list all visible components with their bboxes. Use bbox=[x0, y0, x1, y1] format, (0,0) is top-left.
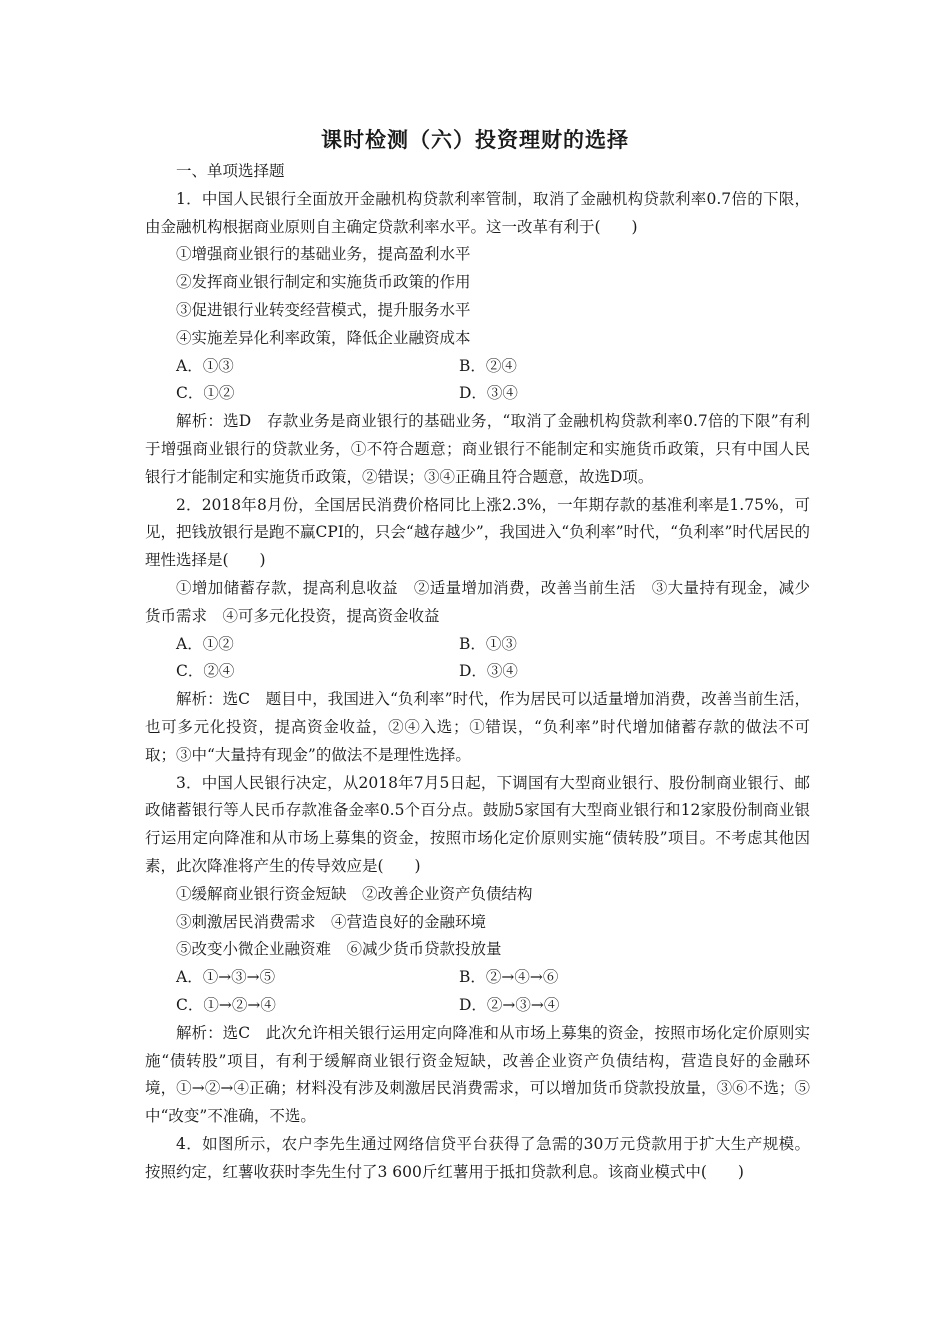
question-1-stem: 1．中国人民银行全面放开金融机构贷款利率管制，取消了金融机构贷款利率0.7倍的下限，由金融机构根据商业原则自主确定贷款利率水平。这一改革有利于( ) bbox=[145, 189, 810, 236]
question-3-option-c: C．①→②→④ bbox=[176, 995, 276, 1014]
question-3-item: ①缓解商业银行资金短缺 ②改善企业资产负债结构 bbox=[176, 884, 533, 903]
question-3-answers-row bbox=[176, 964, 810, 992]
question-3-stem: 3．中国人民银行决定，从2018年7月5日起，下调国有大型商业银行、股份制商业银行、邮政储蓄银行等人民币存款准备金率0.5个百分点。鼓励5家国有大型商业银行和12家股份制商业银行运用定向降准和从市场上募集的资金，按照市场化定价原则实施“债转股”项目。不考虑其他因素，此次降准将产生的传导效应是( ) bbox=[145, 773, 810, 875]
question-2-option-a: A．①② bbox=[176, 634, 234, 653]
question-1-option-a: A．①③ bbox=[176, 356, 234, 375]
document-body bbox=[145, 158, 810, 1186]
question-1-item: ①增强商业银行的基础业务，提高盈利水平 bbox=[176, 245, 471, 264]
question-1-answers-row bbox=[176, 353, 810, 381]
question-1-item: ②发挥商业银行制定和实施货币政策的作用 bbox=[176, 273, 471, 292]
question-1-option-d: D．③④ bbox=[459, 384, 518, 403]
question-2-items: ①增加储蓄存款，提高利息收益 ②适量增加消费，改善当前生活 ③大量持有现金，减少货币需求 ④可多元化投资，提高资金收益 bbox=[145, 578, 810, 625]
question-2-stem: 2．2018年8月份，全国居民消费价格同比上涨2.3%，一年期存款的基准利率是1.75%，可见，把钱放银行是跑不赢CPI的，只会“越存越少”，我国进入“负利率”时代，“负利率”时代居民的理性选择是( ) bbox=[145, 495, 810, 570]
question-1-item: ③促进银行业转变经营模式，提升服务水平 bbox=[176, 300, 471, 319]
question-2-analysis: 解析：选C 题目中，我国进入“负利率”时代，作为居民可以适量增加消费，改善当前生活，也可多元化投资，提高资金收益，②④入选；①错误，“负利率”时代增加储蓄存款的做法不可取；③中“大量持有现金”的做法不是理性选择。 bbox=[145, 690, 810, 764]
question-3-analysis: 解析：选C 此次允许相关银行运用定向降准和从市场上募集的资金，按照市场化定价原则实施“债转股”项目，有利于缓解商业银行资金短缺，改善企业资产负债结构，营造良好的金融环境，①→②→④正确；材料没有涉及刺激居民消费需求，可以增加货币贷款投放量，③⑥不选；⑤中“改变”不准确，不选。 bbox=[145, 1023, 810, 1126]
question-3-option-a: A．①→③→⑤ bbox=[176, 968, 276, 987]
page-title: 课时检测（六）投资理财的选择 bbox=[321, 127, 629, 152]
question-1-option-c: C．①② bbox=[176, 384, 235, 403]
question-3-option-d: D．②→③→④ bbox=[459, 995, 560, 1014]
question-2-option-d: D．③④ bbox=[459, 662, 518, 681]
question-2-answers-row bbox=[176, 658, 810, 686]
question-1-analysis: 解析：选D 存款业务是商业银行的基础业务，“取消了金融机构贷款利率0.7倍的下限”有利于增强商业银行的贷款业务，①不符合题意；商业银行不能制定和实施货币政策，只有中国人民银行才能制定和实施货币政策，②错误；③④正确且符合题意，故选D项。 bbox=[145, 412, 810, 486]
question-4-stem: 4．如图所示，农户李先生通过网络信贷平台获得了急需的30万元贷款用于扩大生产规模。按照约定，红薯收获时李先生付了3 600斤红薯用于抵扣贷款利息。该商业模式中( ) bbox=[145, 1134, 810, 1181]
question-2-option-b: B．①③ bbox=[459, 634, 517, 653]
question-2-option-c: C．②④ bbox=[176, 662, 235, 681]
question-1-answers-row bbox=[176, 380, 810, 408]
question-3-item: ⑤改变小微企业融资难 ⑥减少货币贷款投放量 bbox=[176, 940, 502, 959]
question-1-option-b: B．②④ bbox=[459, 356, 517, 375]
section-heading: 一、单项选择题 bbox=[176, 162, 285, 180]
question-3-item: ③刺激居民消费需求 ④营造良好的金融环境 bbox=[176, 912, 487, 931]
question-1-item: ④实施差异化利率政策，降低企业融资成本 bbox=[176, 328, 471, 347]
question-3-option-b: B．②→④→⑥ bbox=[459, 968, 559, 987]
question-3-answers-row bbox=[176, 992, 810, 1020]
question-2-answers-row bbox=[176, 631, 810, 659]
